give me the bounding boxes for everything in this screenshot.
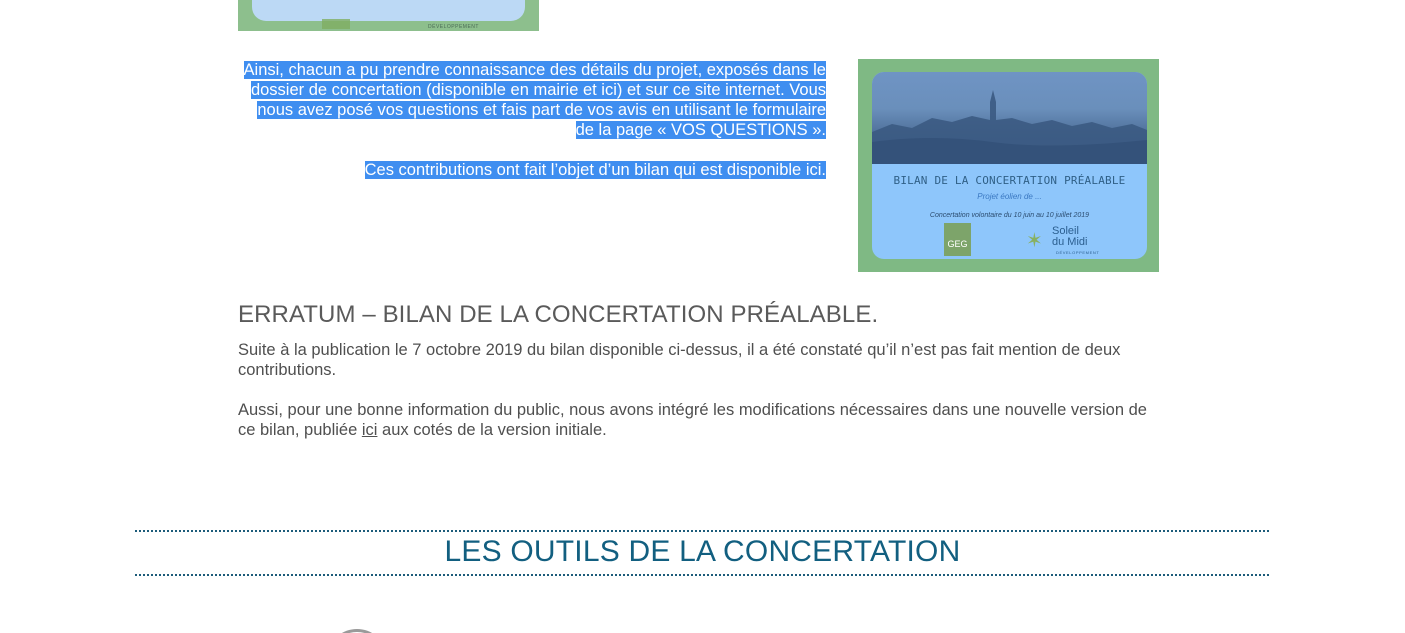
- bilan-cover-image[interactable]: [858, 59, 1159, 272]
- sun-icon: ✶: [1026, 230, 1043, 252]
- geg-logo: [322, 19, 350, 29]
- village-photo: [872, 72, 1147, 164]
- erratum-paragraph-2-end: aux cotés de la version initiale.: [377, 421, 607, 439]
- bilan-cover-dates: Concertation volontaire du 10 juin au 10 juillet 2019: [929, 212, 1090, 219]
- erratum-paragraph-2: [238, 400, 1168, 440]
- intro-text-block: [238, 60, 826, 180]
- intro-paragraph-1: [238, 60, 826, 140]
- bilan-cover-title: BILAN DE LA CONCERTATION PRÉALABLE: [893, 174, 1126, 187]
- erratum-paragraph-1: Suite à la publication le 7 octobre 2019 du bilan disponible ci-dessus, il a été constaté qu’il n’est pas fait mention de deux contributions.: [238, 341, 1121, 379]
- previous-image-thumbnail[interactable]: [238, 0, 539, 31]
- erratum-paragraph-2-text: Aussi, pour une bonne information du public, nous avons intégré les modifications nécessaires dans une nouvelle version de ce bilan, publiée: [238, 401, 1147, 439]
- erratum-link[interactable]: ici: [361, 421, 378, 439]
- section-divider-bottom: [135, 574, 1269, 576]
- soleil-logo-sub: DÉVELOPPEMENT: [1056, 250, 1100, 255]
- intro-paragraph-1-text: Ainsi, chacun a pu prendre connaissance des détails du projet, exposés dans le dossier de concertation (disponible en mairie et ici) et sur ce site internet. Vous nous avez posé vos questions et fais part de vos avis en utilisant le formulaire de la page « VOS QUESTIONS ».: [243, 61, 826, 139]
- geg-logo: GEG: [944, 223, 971, 256]
- thumbnail-card: [252, 0, 525, 21]
- soleil-logo-text: Soleil du Midi: [1052, 225, 1088, 248]
- thumbnail-caption: DÉVELOPPEMENT: [428, 24, 479, 30]
- soleil-du-midi-logo: [1020, 226, 1110, 256]
- bilan-cover-subtitle: Projet éolien de ...: [977, 192, 1042, 201]
- tool-icon: [327, 629, 387, 633]
- village-silhouette: [872, 72, 1147, 164]
- erratum-heading: ERRATUM – BILAN DE LA CONCERTATION PRÉALABLE.: [238, 301, 879, 328]
- section-divider-top: [135, 530, 1269, 532]
- intro-paragraph-2-end: .: [821, 161, 826, 179]
- bilan-link[interactable]: ici: [805, 161, 822, 179]
- intro-paragraph-2-text: Ces contributions ont fait l’objet d’un bilan qui est disponible: [364, 161, 806, 179]
- erratum-body: [238, 340, 1168, 440]
- bilan-cover-card: [872, 72, 1147, 259]
- section-heading: LES OUTILS DE LA CONCERTATION: [444, 535, 961, 568]
- intro-paragraph-2: [238, 160, 826, 180]
